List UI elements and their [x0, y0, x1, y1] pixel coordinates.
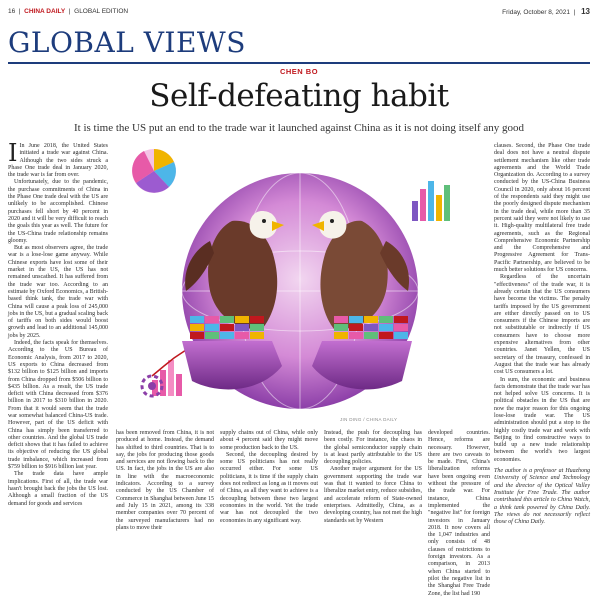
paragraph: clauses. Second, the Phase One trade deal does not have a neutral dispute settlement mechanism like other trade agreements and the World Trade Organization do. According to a survey conducted by the US-China Business Council in 2020, only about 16 percent of the respondents said they might use the poorly designed dispute mechanism in the trade deal, while more than 35 percent said they were not likely to use it. High-quality multilateral free trade agreements, such as the Regional Comprehensive Economic Partnership and the Comprehensive and Progressive Agreement for Trans-Pacific Partnership, are believed to be much better solutions for US concerns. — [494, 143, 590, 274]
paragraph: The trade data have ample implications. First of all, the trade war hasn't brought back the jobs the US lost. Although a small fraction of the US demand for goods and services — [8, 471, 108, 507]
paper-name: CHINA DAILY — [24, 8, 66, 15]
paragraph: In sum, the economic and business facts demonstrate that the trade war has not helped solve US concerns. It is political obstacles in the US that are now the major reason for this ongoing lose-lose trade war. The US administration should put a stop to the highly costly trade war and work with Beijing to find constructive ways to build up a new trade relationship between the world's two largest economies. — [494, 376, 590, 463]
page-number-right: 13 — [581, 7, 590, 16]
article-column-3 — [220, 430, 318, 545]
issue-date: Friday, October 8, 2021 — [502, 9, 570, 16]
illustration — [112, 141, 482, 426]
paragraph: But as most observers agree, the trade war is a lose-lose game anyway. While Chinese exports have lost some of their market in the US, the US has not remained unscathed. It has suffered from the trade war too. According to an estimate by Oxford Economics, a British-based think tank, the trade war with China will cause a peak loss of 245,000 jobs in the US, but a gradual scaling back of tariffs on both sides would boost growth and lead to an additional 145,000 jobs by 2025. — [8, 245, 108, 339]
deck: It is time the US put an end to the trade war it launched against China as it is not doing itself any good — [74, 122, 524, 134]
paragraph: supply chains out of China, while only about 4 percent said they might move some production back to the US. — [220, 430, 318, 451]
paragraph: Second, the decoupling desired by some US politicians has not really occurred either. For some US politicians, it is time if the supply chain does not redirect as long as it moves out of China, as all they want to achieve is a decoupling between these two largest economies in the world. Yet the trade war has not decoupled the two economies in any significant way. — [220, 451, 318, 524]
author-bio: The author is a professor at Huazhong University of Science and Technology and the director of the Optical Valley Institute for Free Trade. The author contributed this article to China Watch, a think tank powered by China Daily. The views do not necessarily reflect those of China Daily. — [494, 468, 590, 526]
byline: CHEN BO — [279, 67, 319, 76]
bar-chart-graphic — [412, 181, 450, 221]
drop-cap: I — [8, 139, 18, 167]
image-credit: JIN DING / CHINA DAILY — [340, 417, 398, 422]
bar-chart-graphic-2 — [152, 350, 186, 396]
container-stack-left — [190, 316, 264, 339]
article-column-6 — [494, 143, 590, 545]
paragraph — [8, 139, 108, 179]
paragraph-text: In June 2018, the United States initiated a trade war against China. Although the two sides struck a Phase One trade deal in January 2020, the trade war is far from over. — [8, 143, 108, 179]
article-column-1 — [8, 139, 108, 545]
masthead-left: 16 | CHINA DAILY | GLOBAL EDITION — [8, 8, 129, 15]
paragraph: Instead, the push for decoupling has been costly. For instance, the chaos in the global semiconductor supply chain is at least partly attributable to the US decoupling policies. — [324, 430, 422, 466]
article-column-2 — [116, 430, 214, 545]
page-number-left: 16 — [8, 8, 16, 15]
paragraph: developed countries. Hence, reforms are necessary. However, there are two caveats to be made. First, China's liberalization reforms have been ongoing even without the pressure of the trade war. For instance, China implemented the "negative list" for foreign investors in January 2018. It now covers all the 1,047 industries and only consists of 48 clauses of restrictions to foreign investors. As a comparison, in 2013 when China started to pilot the negative list in the Shanghai Free Trade Zone, the list had 190 — [428, 430, 490, 597]
edition-label: GLOBAL EDITION — [74, 8, 129, 15]
masthead — [0, 0, 598, 22]
paragraph: has been removed from China, it is not produced at home. Instead, the demand has shifted to third countries. That is to say, the jobs for producing those goods and services are not flowing back to the US. In fact, the jobs in the US are also in line with the macroeconomic indicators. According to a survey conducted by the US Chamber of Commerce in Shanghai between June 15 and July 15 in 2021, among its 338 member companies over 70 percent of the surveyed manufacturers had no plans to move their — [116, 430, 214, 531]
paragraph: Unfortunately, due to the pandemic, the purchase commitments of China in the Phase One trade deal with the US are unlikely to be accomplished. Chinese purchases fell short by 40 percent in 2020 and it will be very difficult to reach the goals this year as well. The future for the US-China trade relationship remains gloomy. — [8, 179, 108, 244]
section-divider — [8, 62, 590, 64]
pie-chart-graphic — [132, 149, 176, 193]
masthead-right: Friday, October 8, 2021 | 13 — [502, 7, 590, 16]
paragraph: Another major argument for the US government supporting the trade war was that it wanted to force China to liberalize market entry, reduce subsidies, and accelerate reform of State-owned enterprises. Admittedly, China, as a developing country, has not met the high standards set by Western — [324, 466, 422, 524]
paragraph: Regardless of the uncertain "effectiveness" of the trade war, it is already certain that the US consumers have become the victims. The penalty tariffs imposed by the US government are either directly passed on to US consumers if the Chinese imports are not substitutable or indirectly if US consumers have to choose more expensive alternatives from other countries. Janet Yellen, the US secretary of the treasury, confessed in August that the trade war has already cost US consumers a lot. — [494, 274, 590, 376]
section-title: GLOBAL VIEWS — [8, 26, 246, 59]
headline: Self-defeating habit — [149, 78, 449, 114]
paragraph: Indeed, the facts speak for themselves. According to the US Bureau of Economic Analysis, from 2017 to 2020, US exports to China decreased from $132 billion to $125 billion and imports from China dropped from $506 billion to $435 billion. As a result, the US trade deficit with China decreased from $376 billion in 2017 to $310 billion in 2020. From that it would seem that the trade war somewhat balanced China-US trade. However, part of the US deficit with China has simply been transferred to other countries. And the global US trade deficit shows that it has failed to achieve its objective of reducing the US global trade imbalance, which increased from $759 billion to $916 billion last year. — [8, 340, 108, 471]
article-column-5 — [428, 430, 490, 597]
container-stack-right — [334, 316, 408, 339]
article-column-4 — [324, 430, 422, 545]
